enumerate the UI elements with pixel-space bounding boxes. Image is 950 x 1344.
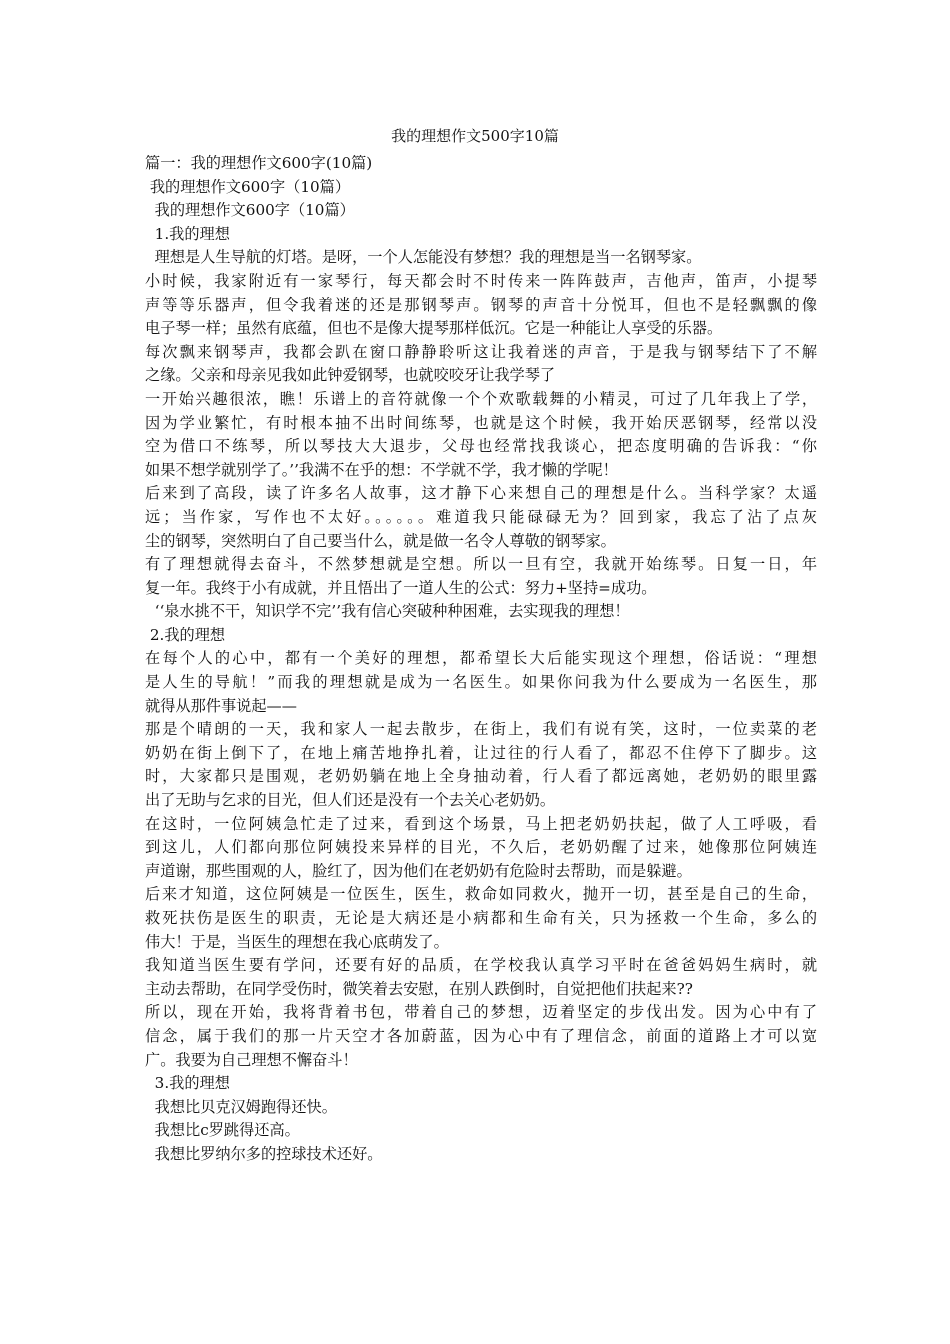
text-line: 每次飘来钢琴声，我都会趴在窗口静静聆听这让我着迷的声音，于是我与钢琴结下了不解 xyxy=(145,342,817,361)
text-line: 电子琴一样；虽然有底蕴，但也不是像大提琴那样低沉。它是一种能让人享受的乐器。 xyxy=(145,319,723,338)
text-line: 所以，现在开始，我将背着书包，带着自己的梦想，迈着坚定的步伐出发。因为心中有了 xyxy=(145,1003,817,1022)
text-line: 在这时，一位阿姨急忙走了过来，看到这个场景，马上把老奶奶扶起，做了人工呼吸，看 xyxy=(145,814,817,833)
text-line: 声等等乐器声，但令我着迷的还是那钢琴声。钢琴的声音十分悦耳，但也不是轻飘飘的像 xyxy=(145,295,817,314)
text-line: 我的理想作文600字（10篇） xyxy=(145,201,355,220)
text-line: 小时候，我家附近有一家琴行，每天都会时不时传来一阵阵鼓声，吉他声，笛声，小提琴 xyxy=(145,271,817,290)
text-line: 理想是人生导航的灯塔。是呀，一个人怎能没有梦想？我的理想是当一名钢琴家。 xyxy=(145,248,702,267)
text-line: 后来到了高段，读了许多名人故事，这才静下心来想自己的理想是什么。当科学家？太遥 xyxy=(145,484,817,503)
text-line: 我想比罗纳尔多的控球技术还好。 xyxy=(145,1144,383,1163)
text-line: 3.我的理想 xyxy=(145,1074,230,1093)
text-line: 声道谢，那些围观的人，脸红了，因为他们在老奶奶有危险时去帮助，而是躲避。 xyxy=(145,861,692,880)
text-line: 空为借口不练琴，所以琴技大大退步，父母也经常找我谈心，把态度明确的告诉我：“你 xyxy=(145,437,817,456)
text-line: 时，大家都只是围观，老奶奶躺在地上全身抽动着，行人看了都远离她，老奶奶的眼里露 xyxy=(145,767,817,786)
text-line: 广。我要为自己理想不懈奋斗！ xyxy=(145,1050,358,1069)
text-line: 是人生的导航！”而我的理想就是成为一名医生。如果你问我为什么要成为一名医生，那 xyxy=(145,673,817,692)
text-line: 后来才知道，这位阿姨是一位医生，医生，救命如同救火，抛开一切，甚至是自己的生命， xyxy=(145,885,817,904)
text-line: 我知道当医生要有学问，还要有好的品质，在学校我认真学习平时在爸爸妈妈生病时，就 xyxy=(145,956,817,975)
text-line: 有了理想就得去奋斗，不然梦想就是空想。所以一旦有空，我就开始练琴。日复一日，年 xyxy=(145,555,817,574)
text-line: 之缘。父亲和母亲见我如此钟爱钢琴，也就咬咬牙让我学琴了 xyxy=(145,366,556,385)
text-line: 2.我的理想 xyxy=(145,625,226,644)
text-line: 救死扶伤是医生的职责，无论是大病还是小病都和生命有关，只为拯救一个生命，多么的 xyxy=(145,909,817,927)
text-line: 复一年。我终于小有成就，并且悟出了一道人生的公式：努力+坚持=成功。 xyxy=(145,578,657,597)
text-line: 那是个晴朗的一天，我和家人一起去散步，在街上，我们有说有笑，这时，一位卖菜的老 xyxy=(145,720,817,739)
text-line: 奶奶在街上倒下了，在地上痛苦地挣扎着，让过往的行人看了，都忍不住停下了脚步。这 xyxy=(145,743,817,762)
text-line: 信念，属于我们的那一片天空才各加蔚蓝，因为心中有了理信念，前面的道路上才可以宽 xyxy=(145,1026,817,1045)
text-line: 篇一：我的理想作文600字(10篇) xyxy=(145,154,373,172)
text-line: 出了无助与乞求的目光，但人们还是没有一个去关心老奶奶。 xyxy=(145,791,556,810)
text-line: 尘的钢琴，突然明白了自己要当什么，就是做一名令人尊敬的钢琴家。 xyxy=(145,531,616,550)
text-line: 因为学业繁忙，有时根本抽不出时间练琴，也就是这个时候，我开始厌恶钢琴，经常以没 xyxy=(145,413,817,432)
text-line: 就得从那件事说起—— xyxy=(145,696,297,715)
text-line: 1.我的理想 xyxy=(145,224,230,243)
text-line: 主动去帮助，在同学受伤时，微笑着去安慰，在别人跌倒时，自觉把他们扶起来?? xyxy=(145,979,693,998)
text-line: 到这儿，人们都向那位阿姨投来异样的目光，不久后，老奶奶醒了过来，她像那位阿姨连 xyxy=(145,838,817,857)
text-line: 如果不想学就别学了。’’我满不在乎的想：不学就不学，我才懒的学呢！ xyxy=(145,460,618,479)
text-line: 我想比c罗跳得还高。 xyxy=(145,1121,300,1140)
text-line: 我的理想作文600字（10篇） xyxy=(145,177,351,196)
text-line: 一开始兴趣很浓，瞧！乐谱上的音符就像一个个欢歌载舞的小精灵，可过了几年我上了学， xyxy=(145,389,817,408)
text-line: ‘‘泉水挑不干，知识学不完’’我有信心突破种种困难，去实现我的理想！ xyxy=(145,602,630,621)
text-line: 在每个人的心中，都有一个美好的理想，都希望长大后能实现这个理想，俗话说：“理想 xyxy=(145,649,817,668)
document-body xyxy=(145,152,817,1167)
text-line: 我想比贝克汉姆跑得还快。 xyxy=(145,1097,337,1116)
text-line: 远；当作家，写作也不太好。。。。。。难道我只能碌碌无为？回到家，我忘了沾了点灰 xyxy=(145,507,817,526)
text-line: 伟大！于是，当医生的理想在我心底萌发了。 xyxy=(145,932,449,951)
document-title: 我的理想作文500字10篇 xyxy=(391,127,559,145)
